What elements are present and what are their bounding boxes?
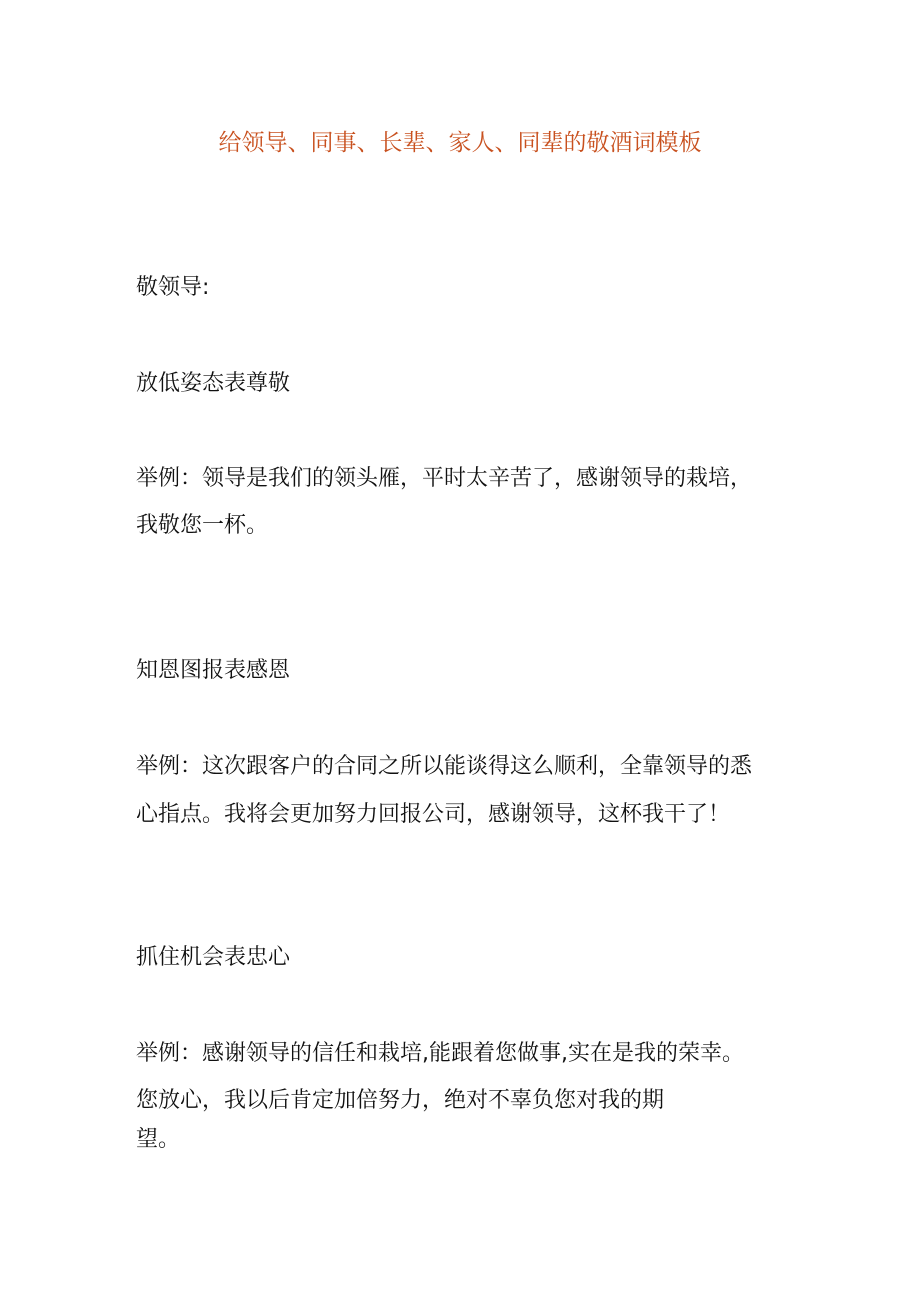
example-line: 心指点。我将会更加努力回报公司，感谢领导，这杯我干了！ xyxy=(136,802,731,827)
example-line: 您放心，我以后肯定加倍努力，绝对不辜负您对我的期 xyxy=(136,1088,665,1113)
item-heading: 放低姿态表尊敬 xyxy=(136,371,291,396)
example-line: 我敬您一杯。 xyxy=(136,513,269,538)
example-line: 举例：领导是我们的领头雁，平时太辛苦了，感谢领导的栽培， xyxy=(136,466,753,491)
document-title: 给领导、同事、长辈、家人、同辈的敬酒词模板 xyxy=(218,130,702,156)
example-line: 望。 xyxy=(136,1127,181,1152)
example-line: 举例：感谢领导的信任和栽培,能跟着您做事,实在是我的荣幸。 xyxy=(136,1041,744,1066)
item-heading: 知恩图报表感恩 xyxy=(136,658,291,683)
section-heading: 敬领导: xyxy=(136,275,210,300)
example-line: 举例：这次跟客户的合同之所以能谈得这么顺利，全靠领导的悉 xyxy=(136,754,753,779)
item-heading: 抓住机会表忠心 xyxy=(136,945,291,970)
